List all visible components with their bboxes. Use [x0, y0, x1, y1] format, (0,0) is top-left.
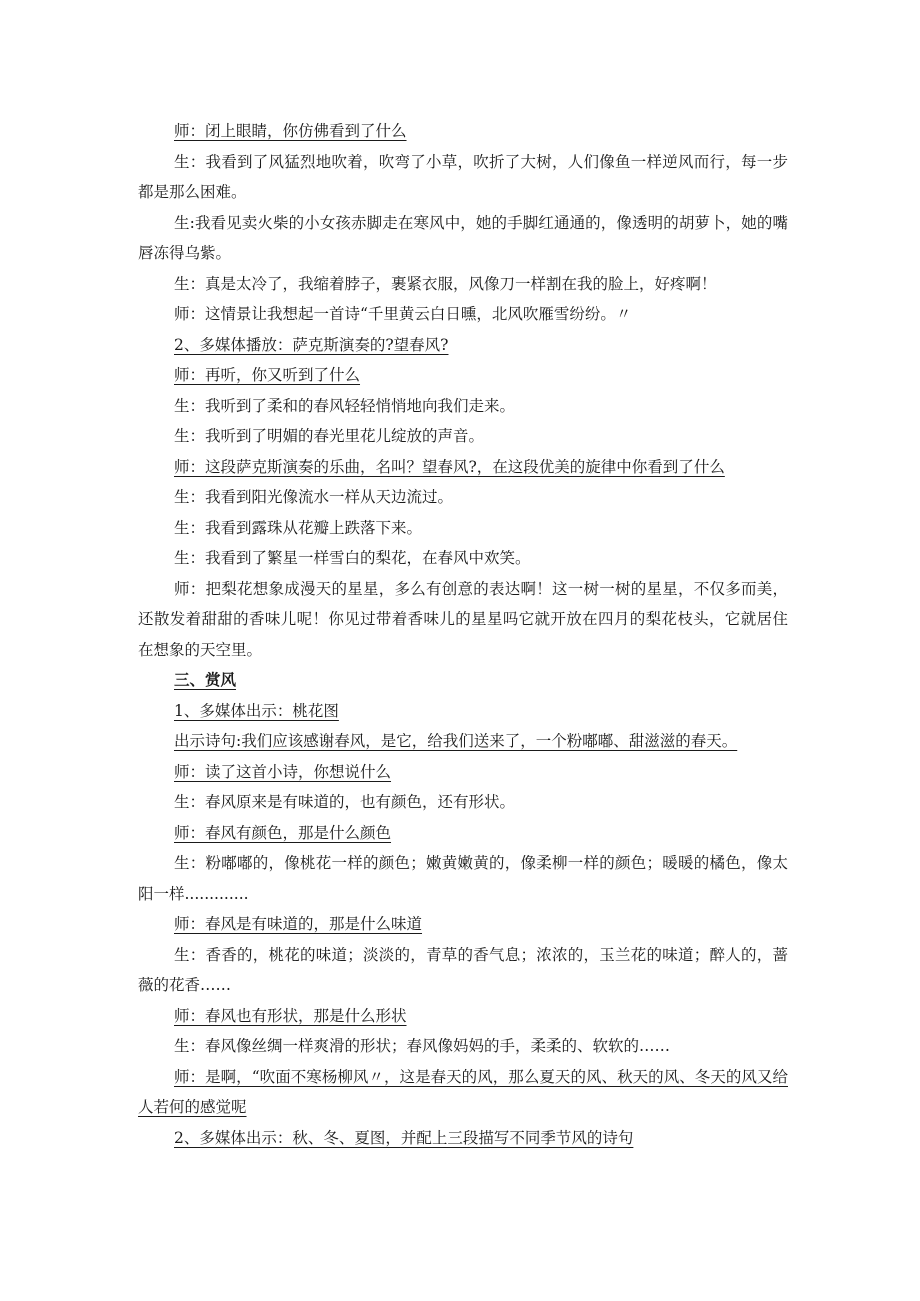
section-heading-enjoy-wind: 三、赏风: [174, 670, 237, 689]
poem-display-line: 出示诗句:我们应该感谢春风，是它，给我们送来了，一个粉嘟嘟、甜滋滋的春天。: [174, 732, 738, 750]
document-page: [138, 116, 788, 1153]
section-media-play: 2、多媒体播放：萨克斯演奏的?望春风?: [174, 335, 449, 354]
student-line-pear-blossom: 生：我看到了繁星一样雪白的梨花，在春风中欢笑。: [174, 549, 531, 567]
teacher-line-stars: 师：把梨花想象成漫天的星星，多么有创意的表达啊！这一树一树的星星，不仅多而美，还散发着甜甜的香味儿呢！你见过带着香味儿的星星吗它就开放在四月的梨花枝头，它就居住在想象的天空里。: [138, 579, 788, 659]
student-line-wind-flavor: 生：春风原来是有味道的，也有颜色，还有形状。: [174, 793, 516, 811]
student-line-so-cold: 生：真是太冷了，我缩着脖子，裹紧衣服，风像刀一样割在我的脸上，好疼啊！: [174, 274, 717, 293]
teacher-line-seasons: 师：是啊，“吹面不寒杨柳风〃，这是春天的风，那么夏天的风、秋天的风、冬天的风又给人若何的感觉呢: [138, 1067, 788, 1116]
student-line-flavors: 生：香香的，桃花的味道；淡淡的，青草的香气息；浓浓的，玉兰花的味道；醉人的，蔷薇的花香……: [138, 945, 788, 994]
student-line-shapes: 生：春风像丝绸一样爽滑的形状；春风像妈妈的手，柔柔的、软软的……: [174, 1037, 671, 1055]
teacher-line-shape: 师：春风也有形状，那是什么形状: [174, 1006, 407, 1025]
student-line-dew: 生：我看到露珠从花瓣上跌落下来。: [174, 518, 423, 537]
student-line-colors: 生：粉嘟嘟的，像桃花一样的颜色；嫩黄嫩黄的，像柔柳一样的颜色；暖暖的橘色，像太阳一样.............: [138, 854, 788, 903]
teacher-line-melody: 师：这段萨克斯演奏的乐曲，名叫？望春风?，在这段优美的旋律中你看到了什么: [174, 457, 725, 476]
section-media-peach: 1、多媒体出示：桃花图: [174, 701, 339, 720]
teacher-line-flavor: 师：春风是有味道的，那是什么味道: [174, 915, 423, 933]
student-line-sunlight: 生：我看到阳光像流水一样从天边流过。: [174, 488, 454, 506]
student-line-strong-wind: 生：我看到了风猛烈地吹着，吹弯了小草，吹折了大树，人们像鱼一样逆风而行，每一步都是那么困难。: [138, 152, 788, 201]
teacher-line-read-poem: 师：读了这首小诗，你想说什么: [174, 762, 392, 781]
student-line-gentle-wind: 生：我听到了柔和的春风轻轻悄悄地向我们走来。: [174, 396, 516, 415]
teacher-line-color: 师：春风有颜色，那是什么颜色: [174, 823, 392, 842]
student-line-match-girl: 生:我看见卖火柴的小女孩赤脚走在寒风中，她的手脚红通通的，像透明的胡萝卜，她的嘴唇冻得乌紫。: [138, 213, 788, 262]
section-media-seasons: 2、多媒体出示：秋、冬、夏图，并配上三段描写不同季节风的诗句: [174, 1128, 634, 1147]
teacher-line-poem: 师：这情景让我想起一首诗“千里黄云白日曛，北风吹雁雪纷纷。〃: [174, 305, 632, 323]
teacher-line-listen-again: 师：再听，你又听到了什么: [174, 366, 361, 384]
teacher-line-close-eyes: 师：闭上眼睛，你仿佛看到了什么: [174, 122, 407, 140]
student-line-flowers-bloom: 生：我听到了明媚的春光里花儿绽放的声音。: [174, 427, 485, 445]
